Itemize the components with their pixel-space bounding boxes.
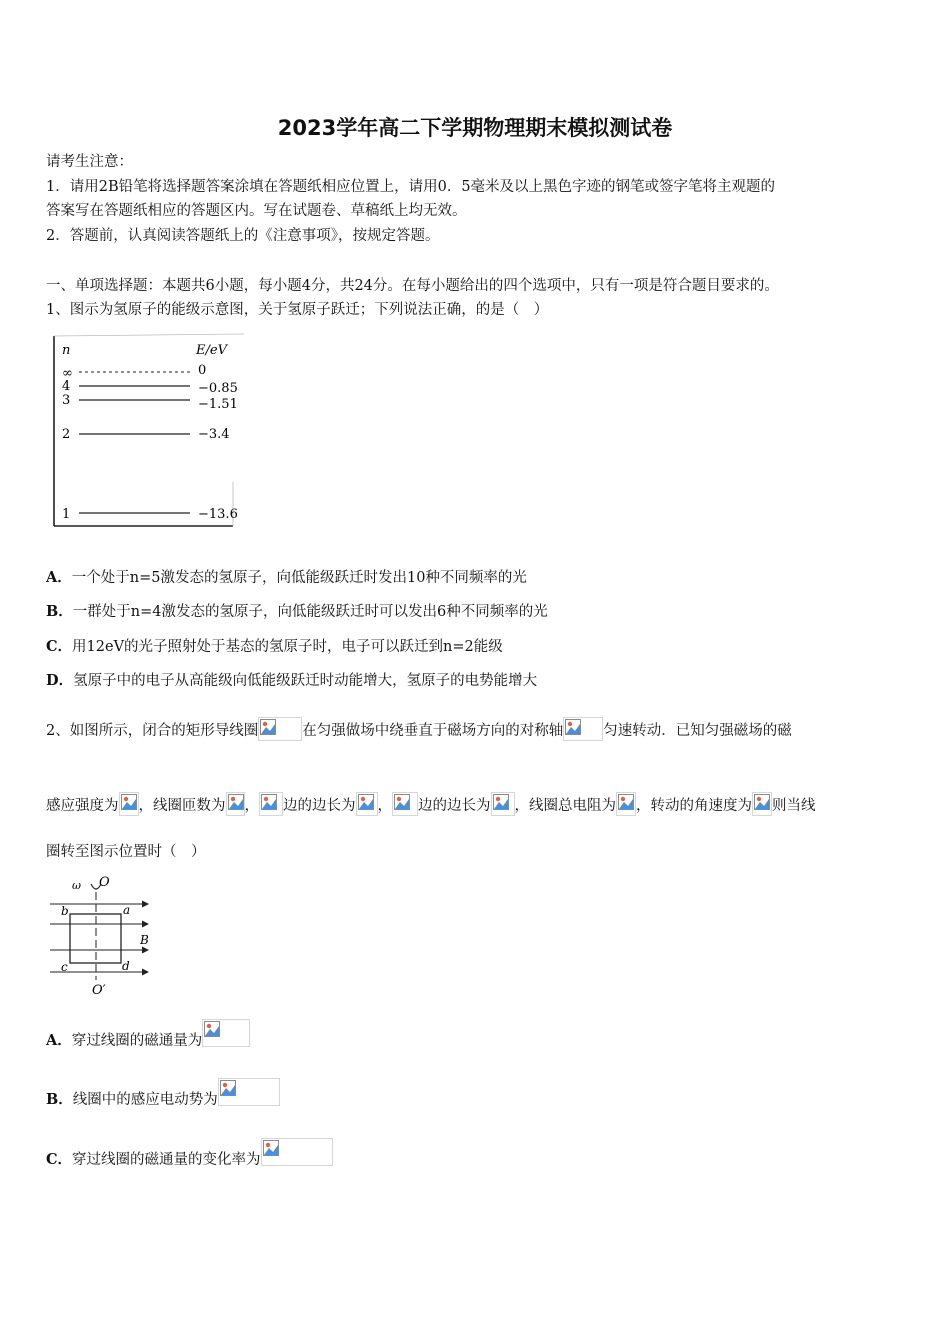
level-energy: −13.6 bbox=[198, 507, 238, 522]
formula-image-placeholder bbox=[616, 792, 636, 816]
q1-option-c: C．用12eV的光子照射处于基态的氢原子时，电子可以跃迁到n=2能级 bbox=[46, 638, 503, 655]
level-n: 4 bbox=[62, 379, 71, 394]
level-energy: 0 bbox=[198, 363, 207, 378]
question-2-line-1: 2、如图所示，闭合的矩形导线圈 在匀强做场中绕垂直于磁场方向的对称轴 匀速转动．已知匀强磁场的磁 bbox=[46, 717, 792, 741]
corner-label-d: d bbox=[122, 959, 130, 973]
q2-option-a: A．穿过线圈的磁通量为 bbox=[46, 1019, 250, 1051]
broken-image-icon bbox=[204, 1021, 220, 1037]
formula-image-placeholder bbox=[119, 792, 139, 816]
broken-image-icon bbox=[493, 794, 509, 810]
formula-image-placeholder bbox=[258, 717, 302, 741]
notice-item-1a: 1．请用2B铅笔将选择题答案涂填在答题纸相应位置上，请用0．5毫米及以上黑色字迹的钢笔或签字笔将主观题的 bbox=[46, 179, 776, 195]
formula-image-placeholder bbox=[752, 792, 772, 816]
formula-image-placeholder bbox=[392, 792, 418, 816]
formula-image-placeholder bbox=[563, 717, 603, 741]
level-energy: −1.51 bbox=[198, 397, 238, 412]
broken-image-icon bbox=[261, 794, 277, 810]
question-2-line-3: 圈转至图示位置时（ ） bbox=[46, 844, 206, 860]
corner-label-a: a bbox=[123, 903, 131, 917]
broken-image-icon bbox=[565, 719, 581, 735]
broken-image-icon bbox=[220, 1080, 236, 1096]
q1-option-b: B．一群处于n=4激发态的氢原子，向低能级跃迁时可以发出6种不同频率的光 bbox=[46, 603, 548, 620]
broken-image-icon bbox=[263, 1140, 279, 1156]
broken-image-icon bbox=[618, 794, 634, 810]
omega-label: ω bbox=[72, 879, 81, 892]
level-n: 2 bbox=[62, 427, 71, 442]
q2-option-c: C．穿过线圈的磁通量的变化率为 bbox=[46, 1138, 333, 1170]
notice-item-2: 2．答题前，认真阅读答题纸上的《注意事项》，按规定答题。 bbox=[46, 228, 440, 244]
broken-image-icon bbox=[260, 719, 276, 735]
formula-image-placeholder bbox=[202, 1019, 250, 1047]
corner-label-c: c bbox=[61, 960, 68, 974]
level-n: ∞ bbox=[62, 366, 73, 381]
field-label-b: B bbox=[140, 933, 149, 947]
formula-image-placeholder bbox=[356, 792, 378, 816]
q2-option-b: B．线圈中的感应电动势为 bbox=[46, 1078, 280, 1110]
q1-option-d: D．氢原子中的电子从高能级向低能级跃迁时动能增大，氢原子的电势能增大 bbox=[46, 672, 538, 689]
broken-image-icon bbox=[754, 794, 770, 810]
level-n: 3 bbox=[62, 393, 71, 408]
energy-level-diagram bbox=[52, 332, 248, 530]
rotating-coil-figure bbox=[44, 872, 156, 998]
formula-image-placeholder bbox=[261, 1138, 333, 1166]
diagram-col-e: E/eV bbox=[196, 343, 227, 358]
section-heading: 一、单项选择题：本题共6小题，每小题4分，共24分。在每小题给出的四个选项中，只有一项是符合题目要求的。 bbox=[46, 278, 779, 294]
broken-image-icon bbox=[228, 794, 244, 810]
formula-image-placeholder bbox=[491, 792, 515, 816]
diagram-col-n: n bbox=[62, 343, 71, 358]
notice-item-1b: 答案写在答题纸相应的答题区内。写在试题卷、草稿纸上均无效。 bbox=[46, 203, 467, 219]
broken-image-icon bbox=[394, 794, 410, 810]
formula-image-placeholder bbox=[226, 792, 245, 816]
level-energy: −0.85 bbox=[198, 381, 238, 396]
q1-option-a: A．一个处于n=5激发态的氢原子，向低能级跃迁时发出10种不同频率的光 bbox=[46, 569, 527, 586]
level-n: 1 bbox=[62, 507, 71, 522]
broken-image-icon bbox=[358, 794, 374, 810]
level-energy: −3.4 bbox=[198, 427, 230, 442]
question-1-stem: 1、图示为氢原子的能级示意图，关于氢原子跃迁；下列说法正确，的是（ ） bbox=[46, 302, 549, 318]
broken-image-icon bbox=[121, 794, 137, 810]
page-title: 2023学年高二下学期物理期末模拟测试卷 bbox=[277, 116, 673, 140]
formula-image-placeholder bbox=[259, 792, 283, 816]
question-2-line-2: 感应强度为 ，线圈匝数为 ， 边的边长为 ， 边的边长为 ，线圈总电阻为 ，转动的角速度为 则当线 bbox=[46, 792, 816, 816]
notice-heading: 请考生注意： bbox=[46, 154, 133, 170]
axis-label-o: O bbox=[99, 875, 110, 890]
axis-label-o-prime: O′ bbox=[92, 983, 106, 998]
corner-label-b: b bbox=[61, 904, 69, 918]
formula-image-placeholder bbox=[218, 1078, 280, 1106]
